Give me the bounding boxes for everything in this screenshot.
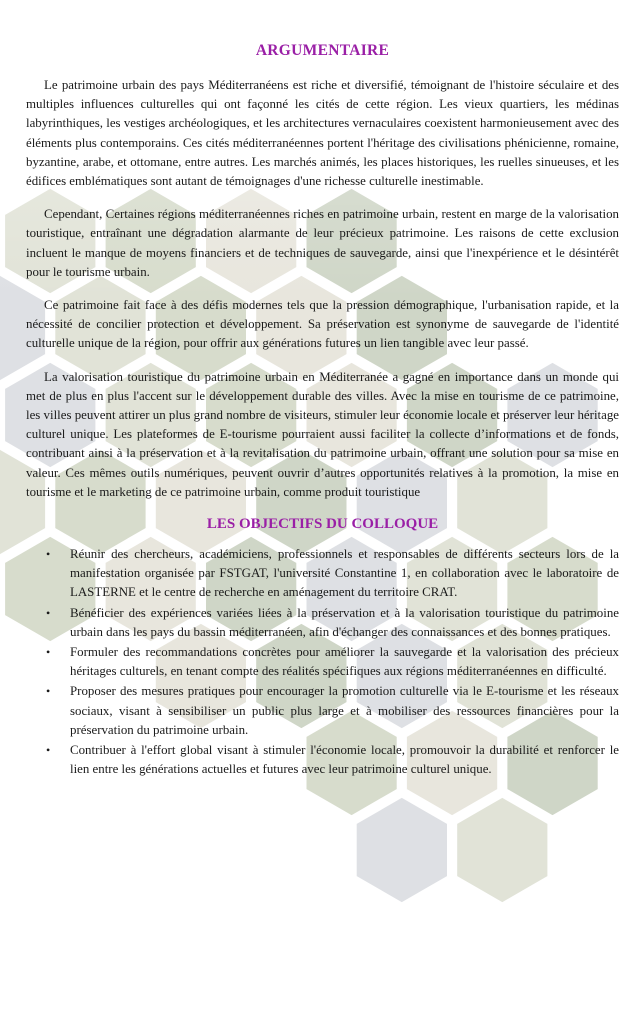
- objectives-list: [26, 545, 619, 779]
- paragraph-3: Ce patrimoine fait face à des défis modernes tels que la pression démographique, l'urbanisation rapide, et la nécessité de concilier protection et développement. Sa préservation est synonyme de sauvegarde de l'identité culturelle unique de la région, pour offrir aux générations futures un lien tangible avec leur passé.: [26, 298, 619, 351]
- objective-text: Bénéficier des expériences variées liées à la préservation et à la valorisation touristique du patrimoine urbain dans les pays du bassin méditerranéen, afin d'échanger des connaissances et des bonnes pratiques.: [70, 605, 619, 639]
- objective-item-3: [46, 643, 619, 681]
- objective-item-1: [46, 545, 619, 603]
- paragraph-1: Le patrimoine urbain des pays Méditerranéens est riche et diversifié, témoignant de l'histoire séculaire et des multiples influences culturelles qui ont façonné les cités de cette région. Les vieux quartiers, les médinas labyrinthiques, les vestiges archéologiques, et les architectures vernaculaires coexistent harmonieusement avec des éléments plus contemporains. Ces cités méditerranéennes portent l'héritage des civilisations phénicienne, romaine, byzantine, arabe, et ottomane, entre autres. Les marchés animés, les places historiques, les ruelles sinueuses, et les édifices emblématiques sont autant de témoignages d'une richesse culturelle inestimable.: [26, 78, 619, 189]
- bullet-icon: •: [46, 684, 51, 699]
- objective-item-2: [46, 604, 619, 642]
- objective-text: Contribuer à l'effort global visant à stimuler l'économie locale, promouvoir la durabilité et renforcer le lien entre les générations actuelles et futures avec leur patrimoine culturel unique.: [70, 743, 619, 777]
- bullet-icon: •: [46, 645, 51, 660]
- paragraph-2: Cependant, Certaines régions méditerranéennes riches en patrimoine urbain, restent en marge de la valorisation touristique, entraînant une dégradation alarmante de leur précieux patrimoine. Les raisons de cette exclusion incluent le manque de moyens financiers et de techniques de sauvegarde, ainsi que l'inexpérience et le désintérêt pour le tourisme urbain.: [26, 207, 619, 279]
- objective-text: Proposer des mesures pratiques pour encourager la promotion culturelle via le E-tourisme et les réseaux sociaux, visant à sensibiliser un public plus large et à mobiliser des ressources financières pour la préservation du patrimoine urbain.: [70, 684, 619, 737]
- hexagon-tile: [354, 795, 449, 905]
- objectives-title: LES OBJECTIFS DU COLLOQUE: [206, 516, 439, 533]
- objective-item-4: [46, 682, 619, 740]
- hexagon-tile: [455, 795, 550, 905]
- document-title: ARGUMENTAIRE: [255, 42, 390, 59]
- bullet-icon: •: [46, 743, 51, 758]
- paragraph-4: La valorisation touristique du patrimoine urbain en Méditerranée a gagné en importance dans un monde qui met de plus en plus l'accent sur le développement durable des villes. Avec la mise en tourisme de ce patrimoine, les villes peuvent attirer un plus grand nombre de visiteurs, stimuler leur économie locale et préserver leur héritage culturel unique. Les plateformes de E-tourisme pourraient aussi faciliter la collecte d’informations et de fonds, contribuant ainsi à la préservation et à la revitalisation du patrimoine urbain, offrant une solution pour sa mise en valeur. Ces mêmes outils numériques, peuvent ouvrir d’autres opportunités relatives à la promotion, la mise en tourisme et le marketing de ce patrimoine urbain, comme produit touristique: [26, 369, 619, 499]
- objective-text: Formuler des recommandations concrètes pour améliorer la sauvegarde et la valorisation des précieux héritages culturels, en tenant compte des réalités spécifiques aux régions méditerranéennes en difficulté.: [70, 645, 619, 679]
- bullet-icon: •: [46, 605, 51, 620]
- bullet-icon: •: [46, 547, 51, 562]
- objective-item-5: [46, 741, 619, 779]
- objective-text: Réunir des chercheurs, académiciens, professionnels et responsables de différents secteurs lors de la manifestation organisée par FSTGAT, l'université Constantine 1, en collaboration avec le laboratoire de LASTERNE et le centre de recherche en aménagement du territoire CRAT.: [70, 547, 619, 600]
